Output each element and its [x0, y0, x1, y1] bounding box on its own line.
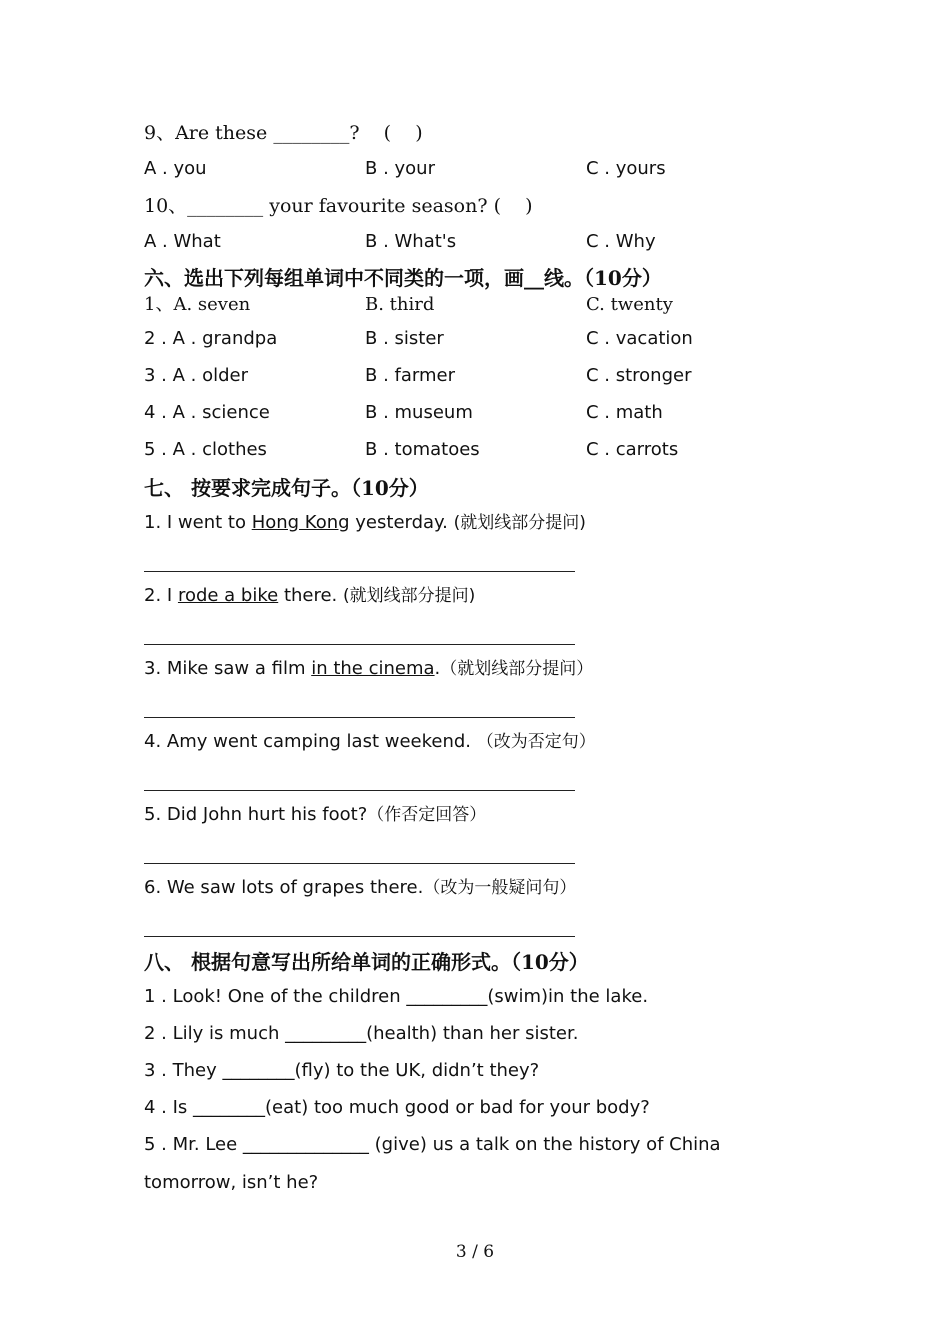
- option-c: C . math: [586, 402, 663, 423]
- section-6-row: [144, 438, 844, 462]
- option-a: 3 . A . older: [144, 365, 249, 386]
- section-6-row: [144, 364, 844, 388]
- option-a: 2 . A . grandpa: [144, 328, 278, 349]
- option-c: C . vacation: [586, 328, 693, 349]
- option-a: 5 . A . clothes: [144, 439, 267, 460]
- option-b: B . tomatoes: [365, 439, 480, 460]
- option-c: C . yours: [586, 158, 666, 179]
- section-6-row: [144, 401, 844, 425]
- rewrite-item: 4. Amy went camping last weekend. （改为否定句）: [144, 731, 596, 752]
- rewrite-item: 3. Mike saw a film in the cinema.（就划线部分提问）: [144, 658, 594, 679]
- question-10: 10、________ your favourite season? ( ): [144, 195, 533, 217]
- option-c: C. twenty: [586, 294, 673, 315]
- option-a: 4 . A . science: [144, 402, 270, 423]
- section-6-row: [144, 327, 844, 351]
- option-b: B . sister: [365, 328, 444, 349]
- fill-item: 1 . Look! One of the children _________(swim)in the lake.: [144, 986, 649, 1007]
- option-a: 1、A. seven: [144, 294, 251, 315]
- option-c: C . Why: [586, 231, 656, 252]
- page-number: 3 / 6: [455, 1242, 495, 1262]
- section-6-title: 六、选出下列每组单词中不同类的一项，画__线。（10分）: [144, 266, 662, 290]
- section-7-title: 七、 按要求完成句子。（10分）: [144, 476, 429, 500]
- question-10-options: [144, 230, 844, 254]
- answer-line: [144, 571, 575, 572]
- fill-item: 4 . Is ________(eat) too much good or bad for your body?: [144, 1097, 650, 1118]
- rewrite-item: 5. Did John hurt his foot?（作否定回答）: [144, 804, 487, 825]
- section-6-row: [144, 293, 844, 317]
- option-a: A . What: [144, 231, 221, 252]
- section-8-title: 八、 根据句意写出所给单词的正确形式。（10分）: [144, 950, 589, 974]
- rewrite-item: 1. I went to Hong Kong yesterday. (就划线部分提问): [144, 512, 586, 533]
- fill-item: 3 . They ________(fly) to the UK, didn’t they?: [144, 1060, 540, 1081]
- option-c: C . carrots: [586, 439, 679, 460]
- rewrite-item: 2. I rode a bike there. (就划线部分提问): [144, 585, 476, 606]
- option-a: A . you: [144, 158, 207, 179]
- answer-line: [144, 790, 575, 791]
- option-c: C . stronger: [586, 365, 692, 386]
- answer-line: [144, 863, 575, 864]
- option-b: B . your: [365, 158, 435, 179]
- fill-item: 5 . Mr. Lee ______________ (give) us a talk on the history of China: [144, 1134, 721, 1155]
- option-b: B . farmer: [365, 365, 455, 386]
- answer-line: [144, 936, 575, 937]
- fill-item: 2 . Lily is much _________(health) than her sister.: [144, 1023, 579, 1044]
- question-9: 9、Are these ________? ( ): [144, 122, 423, 144]
- option-b: B . museum: [365, 402, 473, 423]
- rewrite-item: 6. We saw lots of grapes there.（改为一般疑问句）: [144, 877, 577, 898]
- question-9-options: [144, 157, 844, 181]
- option-b: B. third: [365, 294, 435, 315]
- answer-line: [144, 717, 575, 718]
- option-b: B . What's: [365, 231, 457, 252]
- fill-item-continuation: tomorrow, isn’t he?: [144, 1172, 319, 1193]
- answer-line: [144, 644, 575, 645]
